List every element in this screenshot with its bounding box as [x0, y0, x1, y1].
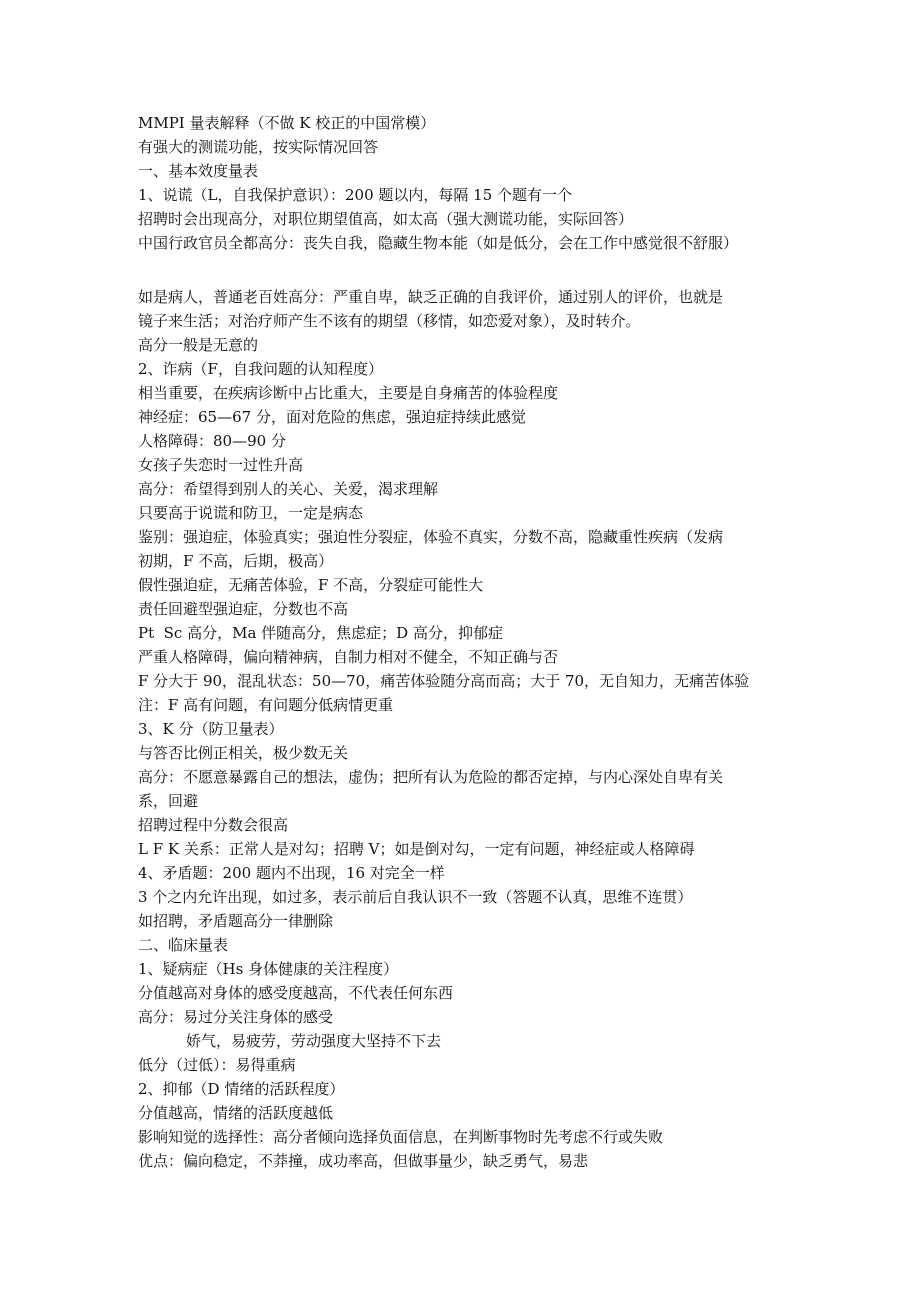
text-line: 与答否比例正相关，极少数无关: [138, 744, 349, 762]
text-line: 影响知觉的选择性：高分者倾向选择负面信息，在判断事物时先考虑不行或失败: [138, 1128, 664, 1146]
section-heading: 一、基本效度量表: [138, 162, 259, 180]
text-line: F 分大于 90，混乱状态：50—70，痛苦体验随分高而高；大于 70，无自知力，无痛苦体验: [138, 672, 750, 690]
text-line: L F K 关系：正常人是对勾；招聘 V；如是倒对勾，一定有问题，神经症或人格障碍: [138, 840, 695, 858]
text-line: 人格障碍：80—90 分: [138, 432, 286, 450]
text-line: Pt Sc 高分，Ma 伴随高分，焦虑症；D 高分，抑郁症: [138, 624, 503, 642]
text-line: 严重人格障碍，偏向精神病，自制力相对不健全，不知正确与否: [138, 648, 559, 666]
text-line: 高分一般是无意的: [138, 336, 259, 354]
document-title: MMPI 量表解释（不做 K 校正的中国常模）: [138, 114, 436, 132]
subsection-heading: 2、抑郁（D 情绪的活跃程度）: [138, 1080, 345, 1098]
text-line: 只要高于说谎和防卫，一定是病态: [138, 504, 364, 522]
text-line: 高分：易过分关注身体的感受: [138, 1008, 334, 1026]
subsection-heading: 1、说谎（L，自我保护意识）：200 题以内，每隔 15 个题有一个: [138, 186, 573, 204]
text-line: 有强大的测谎功能，按实际情况回答: [138, 138, 379, 156]
text-line: 系，回避: [138, 792, 199, 810]
text-line: 低分（过低）：易得重病: [138, 1056, 296, 1074]
subsection-heading: 1、疑病症（Hs 身体健康的关注程度）: [138, 960, 399, 978]
text-line: 中国行政官员全都高分：丧失自我，隐藏生物本能（如是低分，会在工作中感觉很不舒服）: [138, 234, 739, 252]
text-line: 高分：希望得到别人的关心、关爱，渴求理解: [138, 480, 439, 498]
text-line: 如招聘，矛盾题高分一律删除: [138, 912, 334, 930]
text-line: 责任回避型强迫症，分数也不高: [138, 600, 349, 618]
text-line: 初期，F 不高，后期，极高）: [138, 552, 334, 570]
text-line: 招聘时会出现高分，对职位期望值高，如太高（强大测谎功能，实际回答）: [138, 210, 634, 228]
text-line: 分值越高对身体的感受度越高，不代表任何东西: [138, 984, 454, 1002]
subsection-heading: 3、K 分（防卫量表）: [138, 720, 284, 738]
text-line: 鉴别：强迫症，体验真实；强迫性分裂症，体验不真实，分数不高，隐藏重性疾病（发病: [138, 528, 724, 546]
section-heading: 二、临床量表: [138, 936, 229, 954]
text-line: 高分：不愿意暴露自己的想法，虚伪；把所有认为危险的都否定掉，与内心深处自卑有关: [138, 768, 724, 786]
blank-line: [138, 255, 788, 285]
text-line: 镜子来生活；对治疗师产生不该有的期望（移情，如恋爱对象），及时转介。: [138, 312, 641, 330]
text-line: 注：F 高有问题，有问题分低病情更重: [138, 696, 394, 714]
text-line: 神经症：65—67 分，面对危险的焦虑，强迫症持续此感觉: [138, 408, 526, 426]
text-line: 如是病人，普通老百姓高分：严重自卑，缺乏正确的自我评价，通过别人的评价，也就是: [138, 288, 724, 306]
indented-text-line: 娇气，易疲劳，劳动强度大坚持不下去: [186, 1032, 442, 1050]
document-body: [138, 111, 788, 1173]
text-line: 分值越高，情绪的活跃度越低: [138, 1104, 334, 1122]
text-line: 3 个之内允许出现，如过多，表示前后自我认识不一致（答题不认真，思维不连贯）: [138, 888, 693, 906]
text-line: 优点：偏向稳定，不莽撞，成功率高，但做事量少，缺乏勇气，易悲: [138, 1152, 589, 1170]
text-line: 假性强迫症，无痛苦体验，F 不高，分裂症可能性大: [138, 576, 484, 594]
text-line: 女孩子失恋时一过性升高: [138, 456, 304, 474]
text-line: 相当重要，在疾病诊断中占比重大，主要是自身痛苦的体验程度: [138, 384, 559, 402]
subsection-heading: 2、诈病（F，自我问题的认知程度）: [138, 360, 383, 378]
text-line: 招聘过程中分数会很高: [138, 816, 289, 834]
subsection-heading: 4、矛盾题：200 题内不出现，16 对完全一样: [138, 864, 445, 882]
